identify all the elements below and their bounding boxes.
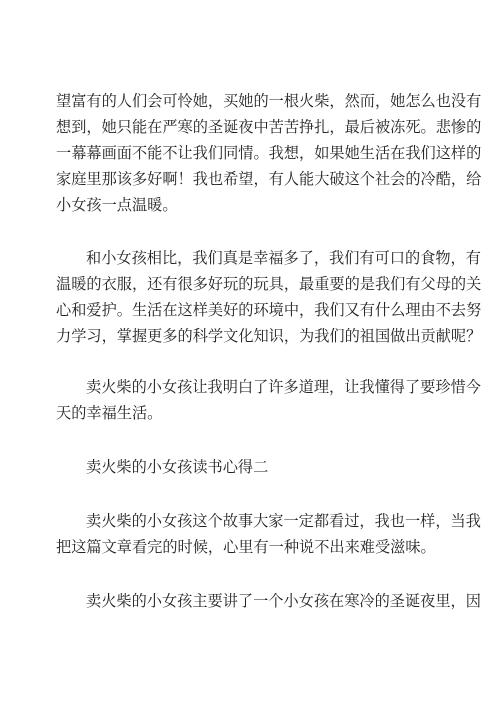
text-line: 望富有的人们会可怜她，买她的一根火柴，然而，她怎么也没有: [56, 92, 482, 110]
paragraph-2: [56, 245, 482, 349]
text-line: 把这篇文章看完的时候，心里有一种说不出来难受滋味。: [56, 538, 436, 556]
text-line: 和小女孩相比，我们真是幸福多了，我们有可口的食物，有: [86, 249, 481, 267]
text-line: 小女孩一点温暖。: [56, 196, 178, 214]
text-line: 一幕幕画面不能不让我们同情。我想，如果她生活在我们这样的: [56, 144, 482, 162]
paragraph-4: [56, 508, 481, 560]
section-heading: [56, 454, 452, 480]
text-line: 家庭里那该多好啊！我也希望，有人能大破这个社会的冷酷，给: [56, 170, 482, 188]
section-heading-text: 卖火柴的小女孩读书心得二: [86, 458, 269, 476]
text-line: 卖火柴的小女孩让我明白了许多道理，让我懂得了要珍惜今: [86, 378, 481, 396]
text-line: 天的幸福生活。: [56, 404, 163, 422]
text-line: 想到，她只能在严寒的圣诞夜中苦苦挣扎，最后被冻死。悲惨的: [56, 118, 482, 136]
text-line: 力学习，掌握更多的科学文化知识，为我们的祖国做出贡献呢？: [56, 327, 482, 345]
paragraph-1: [56, 88, 482, 218]
text-line: 温暖的衣服，还有很多好玩的玩具，最重要的是我们有父母的关: [56, 275, 482, 293]
text-line: 心和爱护。生活在这样美好的环境中，我们又有什么理由不去努: [56, 301, 482, 319]
paragraph-5: [56, 588, 481, 614]
text-line: 卖火柴的小女孩主要讲了一个小女孩在寒冷的圣诞夜里，因: [86, 592, 481, 610]
text-line: 卖火柴的小女孩这个故事大家一定都看过，我也一样，当我: [86, 512, 481, 530]
paragraph-3: [56, 374, 481, 426]
